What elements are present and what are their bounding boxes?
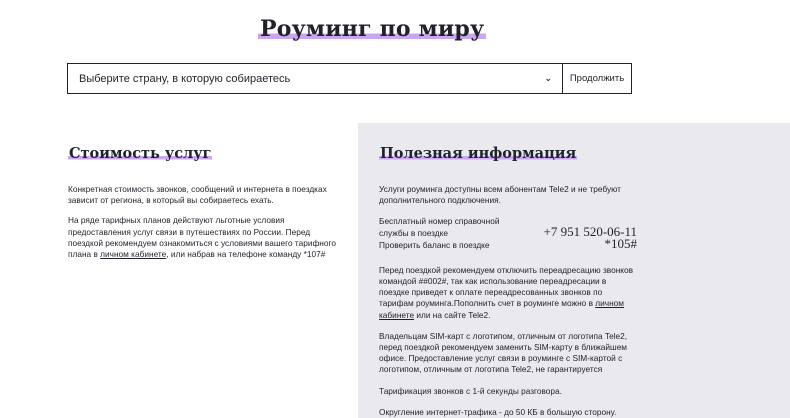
hotline-row [379,216,637,238]
info-paragraph-3: Владельцам SIM-карт с логотипом, отличным от логотипа Tele2, перед поездкой рекомендуем заменить SIM-карту в ближайшем офисе. Предоставление услуг связи в роуминге с SIM-картой с логотипом, отличным от логотипа Tele2, не гарантируется [379,330,628,375]
cost-section [68,145,343,260]
country-select[interactable] [67,63,563,94]
personal-account-link[interactable]: личном кабинете [100,249,167,260]
info-section [379,145,637,418]
ussd-code-107: *107# [303,249,326,260]
info-paragraph-1: Услуги роуминга доступны всем абонентам Tele2 и не требуют дополнительного подключения. [379,184,621,206]
info-p2-text-after: или на сайте Tele2. [414,309,491,320]
hotline-label: Бесплатный номер справочной службы в поездке [379,216,500,238]
country-select-placeholder: Выберите страну, в которую собираетесь [79,72,291,85]
cost-p2-text-after: , или набрав на телефоне команду [166,249,304,260]
cost-paragraph-2 [68,215,343,260]
info-paragraph-2 [379,265,637,321]
balance-label: Проверить баланс в поездке [379,239,490,250]
balance-row [379,237,637,251]
hotline-number: +7 951 520-06-11 [543,223,637,239]
page-title: Роуминг по миру [260,16,485,42]
country-selector [67,63,632,94]
info-paragraph-4: Тарификация звонков с 1-й секунды разговора. [379,385,562,396]
info-paragraph-5: Округление интернет-трафика - до 50 КБ в большую сторону. [379,406,617,417]
info-personal-account-link[interactable]: личном кабинете [379,298,624,320]
info-p2-text: Перед поездкой рекомендуем отключить переадресацию звонков командой ##002#, так как использование переадресации в поездке приведет к оплате переадресованных звонков по тарифам роуминга.Пополнить счет в роуминге можно в [379,264,634,309]
cost-paragraph-1: Конкретная стоимость звонков, сообщений и интернета в поездках зависит от региона, в который вы собираетесь ехать. [68,184,327,206]
cost-section-title: Стоимость услуг [69,145,212,162]
info-section-title: Полезная информация [380,145,577,162]
page-title-wrap [258,16,486,42]
cost-p2-text: На ряде тарифных планов действуют льготные условия предоставления услуг связи в путешествиях по России. Перед поездкой рекомендуем ознакомиться с условиями вашего тарифного плана в [68,215,336,260]
balance-code: *105# [604,235,637,251]
continue-button[interactable]: Продолжить [563,63,632,94]
chevron-down-icon: ⌄ [544,73,552,83]
